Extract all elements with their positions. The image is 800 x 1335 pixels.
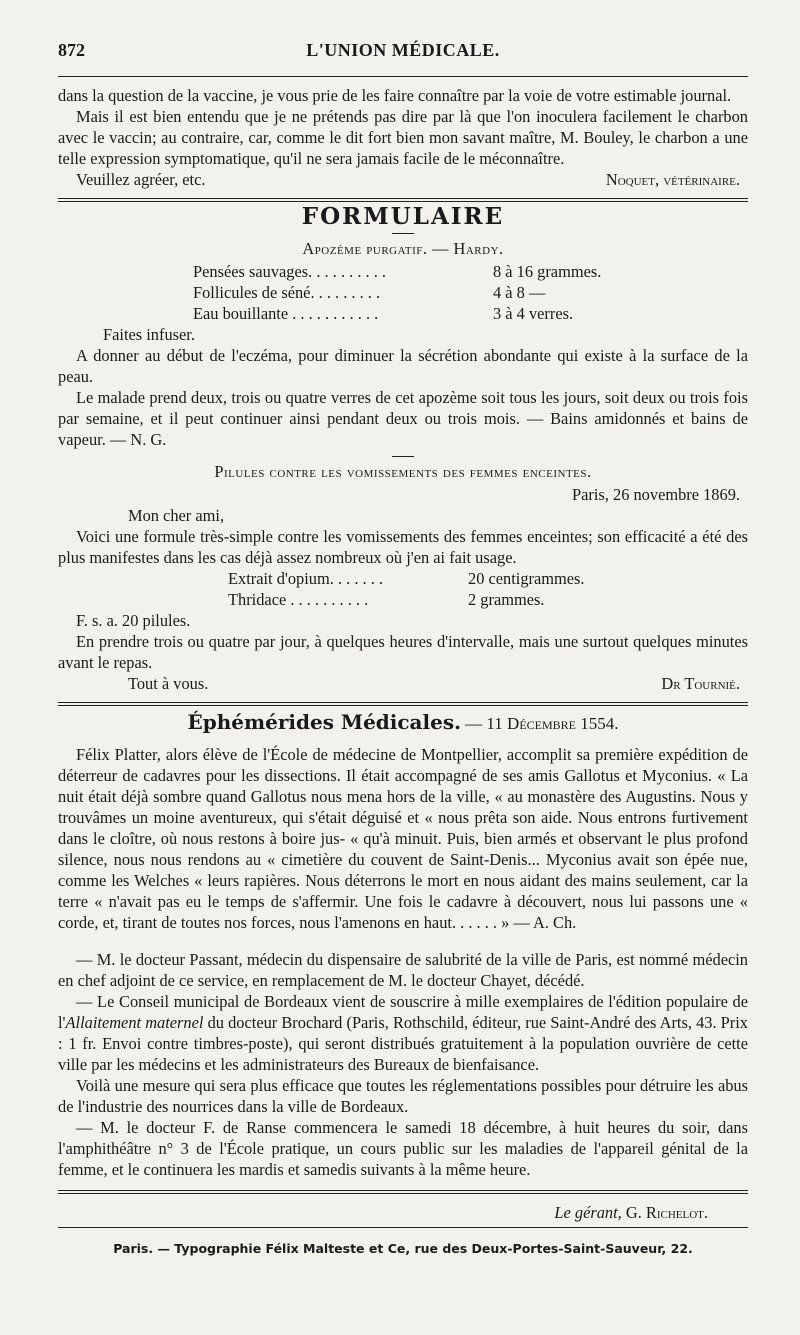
ingredient-quantity: 3 à 4 verres.	[493, 304, 574, 323]
recipe-paragraph: Voici une formule très-simple contre les vomissements des femmes enceintes; son efficacité a été des plus manifestes dans les cas déjà assez nombreux où j'en ai fait usage.	[58, 527, 748, 567]
recipe-instruction: Faites infuser.	[103, 325, 195, 344]
letter-date: Paris, 26 novembre 1869.	[572, 485, 740, 504]
ephemerides-body: Félix Platter, alors élève de l'École de médecine de Montpellier, accomplit sa première expédition de déterreur de cadavres pour les dissections. Il était accompagné de ses amis Gallotus et Myconius. « La nuit était déjà sombre quand Gallotus nous mena hors de la ville, « au monastère des Augustins. Nous y trouvâmes un moine aventureux, qui s'était déguisé et « nous prêta son aide. Nous entrons furtivement dans le cloître, où nous restons à boire jus- « qu'à minuit. Puis, bien armés et observant le plus profond silence, nous nous rendons au « cimetière du couvent de Saint-Denis... Myconius avait son épée nue, comme les Welches « leurs rapières. Nous déterrons le mort en nous aidant des mains seulement, car la terre « n'avait pas eu le temps de s'affermir. Une fois le cadavre à découvert, nous lui passons une « corde, et, tirant de toutes nos forces, nous l'amenons en haut. . . . . . » — A. Ch.	[58, 745, 748, 932]
ingredient-row	[228, 589, 648, 610]
ingredient-name: Pensées sauvages. . . . . . . . . .	[193, 262, 387, 281]
page-number: 872	[58, 40, 85, 60]
recipe-paragraph: Le malade prend deux, trois ou quatre verres de cet apozème soit tous les jours, soit deux ou trois fois par semaine, et il peut continuer ainsi pendant deux ou trois mois. — Bains amidonnés et bains de vapeur. — N. G.	[58, 388, 748, 449]
news-section	[58, 949, 748, 1180]
news-item: — M. le docteur Passant, médecin du dispensaire de salubrité de la ville de Paris, est nommé médecin en chef adjoint de ce service, en remplacement de M. le docteur Chayet, décédé.	[58, 950, 748, 990]
news-item: — M. le docteur F. de Ranse commencera le samedi 18 décembre, à huit heures du soir, dans l'amphithéâtre n° 3 de l'École pratique, un cours public sur les maladies de l'appareil génital de la femme, et le continuera les mardis et samedis suivants à la même heure.	[58, 1118, 748, 1179]
footer-rule	[58, 1227, 748, 1228]
letter-signature: Noquet, vétérinaire.	[605, 170, 740, 189]
news-item	[58, 991, 748, 1075]
ingredient-name: Thridace . . . . . . . . . .	[228, 590, 369, 609]
formulaire-title: FORMULAIRE	[301, 203, 505, 230]
ephemerides-title	[58, 712, 748, 734]
ingredient-name: Follicules de séné. . . . . . . . .	[193, 283, 381, 302]
running-head	[58, 40, 748, 76]
ingredient-quantity: 4 à 8 —	[493, 283, 546, 302]
journal-title: L'UNION MÉDICALE.	[306, 40, 500, 60]
letter-closing: Veuillez agréer, etc.	[76, 170, 206, 189]
letter-signature: Dr Tournié.	[661, 674, 740, 693]
ingredient-row	[193, 261, 613, 282]
gerant-name: G. Richelot.	[625, 1203, 708, 1222]
ingredient-list	[193, 261, 613, 324]
ingredient-quantity: 20 centigrammes.	[468, 569, 585, 588]
letter-paragraph: Mais il est bien entendu que je ne prétends pas dire par là que l'on inoculera facilement le charbon avec le vaccin; au contraire, car, comme le dit fort bien mon savant maître, M. Bouley, le charbon a une telle expression symptomatique, qu'il ne sera jamais facile de le méconnaître.	[58, 107, 748, 168]
recipe-paragraph: En prendre trois ou quatre par jour, à quelques heures d'intervalle, mais une surtout quelques minutes avant le repas.	[58, 632, 748, 672]
recipe-heading: Apozème purgatif. — Hardy.	[302, 239, 504, 258]
footer-divider	[58, 1190, 748, 1194]
ingredient-name: Eau bouillante . . . . . . . . . . .	[193, 304, 379, 323]
gerant-signature	[58, 1202, 748, 1223]
recipe-pilules	[58, 461, 748, 694]
ingredient-name: Extrait d'opium. . . . . . .	[228, 569, 384, 588]
header-rule	[58, 76, 748, 77]
letter-section	[58, 85, 748, 190]
news-text: — Le Conseil municipal de Bordeaux vient de souscrire à mille exemplaires de l'édition populaire de l'	[58, 992, 748, 1032]
section-divider	[58, 198, 748, 202]
recipe-apozeme	[58, 238, 748, 450]
ingredient-row	[193, 282, 613, 303]
news-text: du docteur Brochard (Paris, Rothschild, éditeur, rue Saint-André des Arts, 43. Prix : 1 fr. Envoi contre timbres-poste), qui seront distribués gratuitement à la population ouvrière de cette ville par les médecins et les administrateurs des Bureaux de bienfaisance.	[58, 1013, 748, 1074]
ingredient-quantity: 2 grammes.	[468, 590, 545, 609]
news-item: Voilà une mesure qui sera plus efficace que toutes les réglementations possibles pour détruire les abus de l'industrie des nourrices dans la ville de Bordeaux.	[58, 1076, 748, 1116]
section-divider	[58, 702, 748, 706]
letter-signoff	[58, 169, 748, 190]
ingredient-list	[228, 568, 648, 610]
ephemerides-heading: Éphémérides Médicales.	[187, 710, 462, 734]
gerant-label: Le gérant,	[554, 1203, 622, 1222]
recipe-heading: Pilules contre les vomissements des femmes enceintes.	[214, 462, 592, 481]
letter-greeting: Mon cher ami,	[128, 506, 225, 525]
book-title: Allaitement maternel	[65, 1013, 204, 1032]
letter-paragraph: dans la question de la vaccine, je vous prie de les faire connaître par la voie de votre estimable journal.	[58, 86, 732, 105]
printer-imprint: Paris. — Typographie Félix Malteste et Ce, rue des Deux-Portes-Saint-Sauveur, 22.	[113, 1241, 693, 1256]
letter-signoff	[58, 673, 748, 694]
ingredient-row	[228, 568, 648, 589]
short-rule	[392, 456, 414, 457]
ingredient-row	[193, 303, 613, 324]
recipe-fsa: F. s. a. 20 pilules.	[76, 611, 191, 630]
letter-closing: Tout à vous.	[128, 674, 209, 693]
short-rule	[392, 233, 414, 234]
ingredient-quantity: 8 à 16 grammes.	[493, 262, 602, 281]
ephemerides-date: — 11 Décembre 1554.	[465, 714, 619, 733]
recipe-paragraph: A donner au début de l'eczéma, pour diminuer la sécrétion abondante qui existe à la surface de la peau.	[58, 346, 748, 386]
